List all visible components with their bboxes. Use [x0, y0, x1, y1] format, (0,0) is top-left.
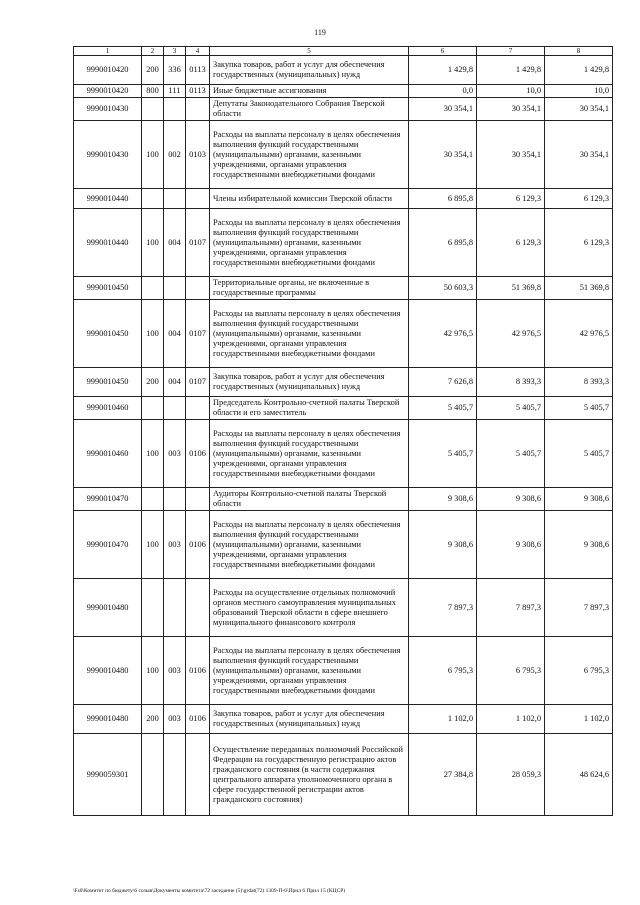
cell-value-8: 7 897,3 — [545, 579, 613, 637]
table-row — [74, 189, 613, 209]
cell-col-4: 0106 — [186, 511, 210, 579]
cell-value-7: 10,0 — [477, 85, 545, 98]
cell-value-8: 1 429,8 — [545, 56, 613, 85]
cell-value-7: 6 129,3 — [477, 189, 545, 209]
cell-value-8: 51 369,8 — [545, 277, 613, 300]
table-row — [74, 368, 613, 397]
table-body — [74, 56, 613, 816]
cell-description: Осуществление переданных полномочий Российской Федерации на государственную регистрацию актов гражданского состояния (в части содержания центрального аппарата уполномоченного органа в сфере государственной регистрации актов гражданского состояния) — [210, 734, 409, 816]
cell-col-3: 003 — [164, 637, 186, 705]
cell-value-6: 1 429,8 — [409, 56, 477, 85]
cell-description: Расходы на выплаты персоналу в целях обеспечения выполнения функций государственными (муниципальными) органами, казенными учреждениями, органами управления государственными внебюджетными фондами — [210, 511, 409, 579]
cell-value-7: 51 369,8 — [477, 277, 545, 300]
cell-col-3 — [164, 98, 186, 121]
table-row — [74, 488, 613, 511]
cell-col-3: 003 — [164, 420, 186, 488]
cell-col-2 — [142, 488, 164, 511]
cell-code: 9990010470 — [74, 511, 142, 579]
table-row — [74, 511, 613, 579]
table-row — [74, 734, 613, 816]
table-row — [74, 98, 613, 121]
header-col-6: 6 — [409, 47, 477, 56]
cell-col-3: 336 — [164, 56, 186, 85]
table-header-row — [74, 47, 613, 56]
cell-value-6: 6 895,8 — [409, 189, 477, 209]
cell-description: Расходы на выплаты персоналу в целях обеспечения выполнения функций государственными (муниципальными) органами, казенными учреждениями, органами управления государственными внебюджетными фондами — [210, 121, 409, 189]
cell-description: Расходы на выплаты персоналу в целях обеспечения выполнения функций государственными (муниципальными) органами, казенными учреждениями, органами управления государственными внебюджетными фондами — [210, 637, 409, 705]
cell-col-4: 0106 — [186, 637, 210, 705]
cell-description: Расходы на выплаты персоналу в целях обеспечения выполнения функций государственными (муниципальными) органами, казенными учреждениями, органами управления государственными внебюджетными фондами — [210, 209, 409, 277]
cell-col-3 — [164, 579, 186, 637]
cell-value-6: 6 895,8 — [409, 209, 477, 277]
cell-value-8: 9 308,6 — [545, 511, 613, 579]
table-row — [74, 397, 613, 420]
cell-value-7: 42 976,5 — [477, 300, 545, 368]
cell-value-6: 0,0 — [409, 85, 477, 98]
cell-code: 9990010440 — [74, 209, 142, 277]
cell-col-4: 0113 — [186, 56, 210, 85]
page-number: 119 — [314, 28, 326, 37]
table-row — [74, 85, 613, 98]
table-row — [74, 209, 613, 277]
cell-col-4: 0106 — [186, 420, 210, 488]
cell-value-7: 1 429,8 — [477, 56, 545, 85]
cell-col-4 — [186, 488, 210, 511]
cell-code: 9990010480 — [74, 705, 142, 734]
cell-code: 9990010420 — [74, 85, 142, 98]
cell-code: 9990010470 — [74, 488, 142, 511]
cell-col-3 — [164, 277, 186, 300]
cell-description: Члены избирательной комиссии Тверской области — [210, 189, 409, 209]
cell-col-3 — [164, 189, 186, 209]
cell-value-7: 1 102,0 — [477, 705, 545, 734]
table-row — [74, 121, 613, 189]
cell-code: 9990010450 — [74, 277, 142, 300]
cell-value-7: 28 059,3 — [477, 734, 545, 816]
cell-col-4 — [186, 579, 210, 637]
cell-value-6: 1 102,0 — [409, 705, 477, 734]
cell-value-8: 9 308,6 — [545, 488, 613, 511]
cell-col-4 — [186, 397, 210, 420]
cell-code: 9990010450 — [74, 300, 142, 368]
cell-value-7: 6 795,3 — [477, 637, 545, 705]
cell-value-8: 42 976,5 — [545, 300, 613, 368]
cell-description: Депутаты Законодательного Собрания Тверской области — [210, 98, 409, 121]
cell-value-8: 6 129,3 — [545, 189, 613, 209]
cell-col-4: 0107 — [186, 368, 210, 397]
cell-col-4 — [186, 277, 210, 300]
cell-col-2 — [142, 397, 164, 420]
cell-col-2: 100 — [142, 300, 164, 368]
table-row — [74, 277, 613, 300]
cell-col-4: 0103 — [186, 121, 210, 189]
cell-col-4 — [186, 98, 210, 121]
cell-col-3: 004 — [164, 300, 186, 368]
cell-value-7: 30 354,1 — [477, 98, 545, 121]
header-col-2: 2 — [142, 47, 164, 56]
cell-value-7: 30 354,1 — [477, 121, 545, 189]
cell-code: 9990010480 — [74, 637, 142, 705]
table-row — [74, 637, 613, 705]
cell-col-2 — [142, 579, 164, 637]
cell-description: Аудиторы Контрольно-счетной палаты Тверской области — [210, 488, 409, 511]
cell-value-7: 9 308,6 — [477, 511, 545, 579]
table-row — [74, 579, 613, 637]
cell-col-4 — [186, 189, 210, 209]
cell-col-2: 200 — [142, 705, 164, 734]
footer-path: \Fs0\Комитет по бюджету\6 созыв\Документы комитета\72 заседание (5)\grdat(72) 1309-П-6\Прил 6 Прил 15 (КЦСР) — [73, 888, 346, 894]
table-row — [74, 300, 613, 368]
cell-value-6: 50 603,3 — [409, 277, 477, 300]
header-col-3: 3 — [164, 47, 186, 56]
cell-col-2: 200 — [142, 368, 164, 397]
cell-value-6: 42 976,5 — [409, 300, 477, 368]
cell-col-2: 100 — [142, 637, 164, 705]
header-col-8: 8 — [545, 47, 613, 56]
cell-value-8: 48 624,6 — [545, 734, 613, 816]
cell-col-4: 0106 — [186, 705, 210, 734]
cell-col-2: 100 — [142, 121, 164, 189]
cell-value-8: 8 393,3 — [545, 368, 613, 397]
cell-value-7: 5 405,7 — [477, 420, 545, 488]
cell-description: Территориальные органы, не включенные в государственные программы — [210, 277, 409, 300]
cell-col-4: 0107 — [186, 300, 210, 368]
cell-col-2: 100 — [142, 420, 164, 488]
cell-col-3: 004 — [164, 209, 186, 277]
cell-description: Закупка товаров, работ и услуг для обеспечения государственных (муниципальных) нужд — [210, 368, 409, 397]
cell-value-6: 6 795,3 — [409, 637, 477, 705]
cell-description: Иные бюджетные ассигнования — [210, 85, 409, 98]
cell-col-3: 004 — [164, 368, 186, 397]
cell-col-3: 003 — [164, 705, 186, 734]
cell-col-2 — [142, 734, 164, 816]
cell-value-7: 9 308,6 — [477, 488, 545, 511]
cell-value-7: 5 405,7 — [477, 397, 545, 420]
cell-value-7: 7 897,3 — [477, 579, 545, 637]
cell-col-2 — [142, 277, 164, 300]
cell-value-6: 9 308,6 — [409, 488, 477, 511]
table-row — [74, 56, 613, 85]
cell-col-3 — [164, 734, 186, 816]
cell-value-6: 30 354,1 — [409, 121, 477, 189]
cell-code: 9990010430 — [74, 121, 142, 189]
cell-description: Закупка товаров, работ и услуг для обеспечения государственных (муниципальных) нужд — [210, 705, 409, 734]
cell-value-6: 5 405,7 — [409, 420, 477, 488]
cell-description: Председатель Контрольно-счетной палаты Тверской области и его заместитель — [210, 397, 409, 420]
cell-col-3 — [164, 397, 186, 420]
cell-code: 9990010480 — [74, 579, 142, 637]
cell-col-4 — [186, 734, 210, 816]
cell-col-3: 111 — [164, 85, 186, 98]
cell-description: Расходы на выплаты персоналу в целях обеспечения выполнения функций государственными (муниципальными) органами, казенными учреждениями, органами управления государственными внебюджетными фондами — [210, 300, 409, 368]
cell-value-6: 7 897,3 — [409, 579, 477, 637]
table-row — [74, 420, 613, 488]
cell-value-8: 6 129,3 — [545, 209, 613, 277]
cell-code: 9990010460 — [74, 397, 142, 420]
header-col-4: 4 — [186, 47, 210, 56]
cell-value-7: 6 129,3 — [477, 209, 545, 277]
cell-value-6: 5 405,7 — [409, 397, 477, 420]
cell-value-6: 27 384,8 — [409, 734, 477, 816]
cell-col-2 — [142, 189, 164, 209]
cell-col-2: 800 — [142, 85, 164, 98]
header-col-7: 7 — [477, 47, 545, 56]
cell-value-8: 10,0 — [545, 85, 613, 98]
cell-value-6: 7 626,8 — [409, 368, 477, 397]
cell-code: 9990010420 — [74, 56, 142, 85]
cell-code: 9990010460 — [74, 420, 142, 488]
cell-col-4: 0113 — [186, 85, 210, 98]
cell-col-2: 100 — [142, 209, 164, 277]
cell-value-8: 30 354,1 — [545, 121, 613, 189]
cell-value-8: 6 795,3 — [545, 637, 613, 705]
cell-col-2 — [142, 98, 164, 121]
cell-code: 9990010440 — [74, 189, 142, 209]
cell-value-6: 30 354,1 — [409, 98, 477, 121]
cell-description: Расходы на осуществление отдельных полномочий органов местного самоуправления муниципальных образований Тверской области в сфере внешнего муниципального финансового контроля — [210, 579, 409, 637]
cell-value-6: 9 308,6 — [409, 511, 477, 579]
cell-col-2: 200 — [142, 56, 164, 85]
cell-code: 9990010450 — [74, 368, 142, 397]
cell-code: 9990059301 — [74, 734, 142, 816]
cell-value-8: 1 102,0 — [545, 705, 613, 734]
cell-description: Расходы на выплаты персоналу в целях обеспечения выполнения функций государственными (муниципальными) органами, казенными учреждениями, органами управления государственными внебюджетными фондами — [210, 420, 409, 488]
cell-col-3: 002 — [164, 121, 186, 189]
header-col-5: 5 — [210, 47, 409, 56]
cell-value-8: 30 354,1 — [545, 98, 613, 121]
cell-value-8: 5 405,7 — [545, 420, 613, 488]
table-row — [74, 705, 613, 734]
cell-col-4: 0107 — [186, 209, 210, 277]
cell-description: Закупка товаров, работ и услуг для обеспечения государственных (муниципальных) нужд — [210, 56, 409, 85]
cell-value-7: 8 393,3 — [477, 368, 545, 397]
budget-table — [73, 46, 613, 816]
cell-col-3: 003 — [164, 511, 186, 579]
header-col-1: 1 — [74, 47, 142, 56]
cell-col-3 — [164, 488, 186, 511]
cell-value-8: 5 405,7 — [545, 397, 613, 420]
cell-code: 9990010430 — [74, 98, 142, 121]
cell-col-2: 100 — [142, 511, 164, 579]
